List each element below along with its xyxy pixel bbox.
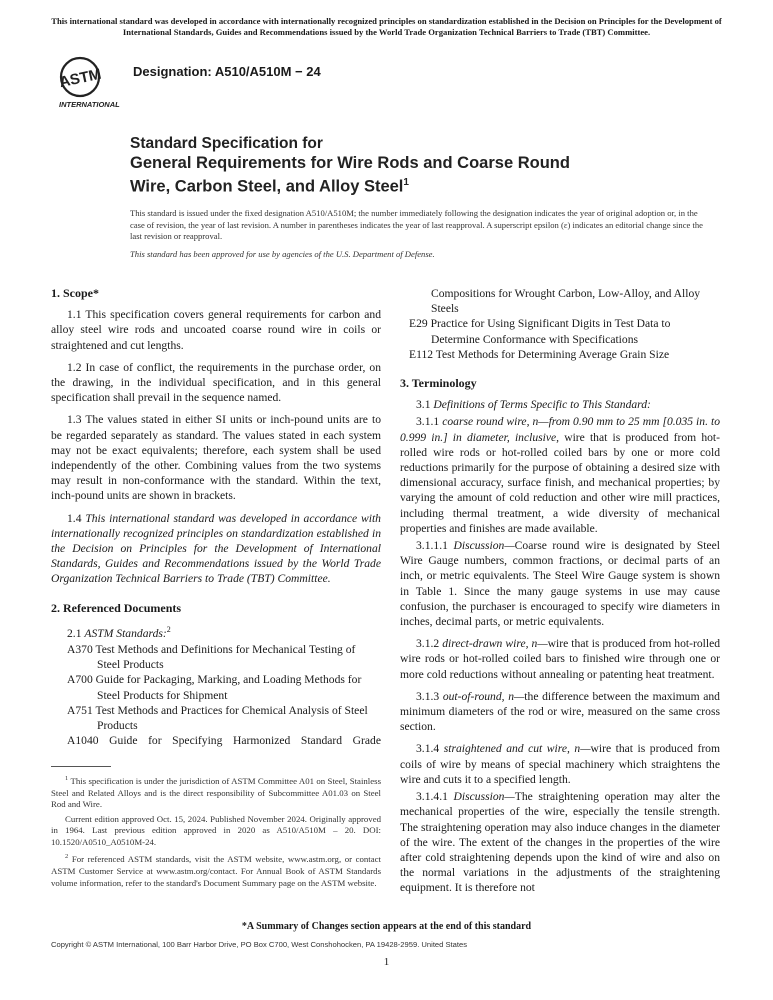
paragraph-3-1-1-1: Coarse round wire is designated by Steel Wire Gauge numbers, common fractions, or decimal parts of an inch, or metric equivalents. The Steel Wire Gauge system is shown in Table 1. Since the many gauge systems in use may cause confusion, the purchaser is encouraged to specify wire diameters in inches, decimal parts, or metric equivalents. — [400, 539, 720, 629]
title-footnote-mark: 1 — [403, 177, 409, 188]
left-column — [51, 286, 381, 748]
footnote-1: This specification is under the jurisdiction of ASTM Committee A01 on Steel, Stainless Steel and Related Alloys and is the direct responsibility of Subcommittee A01.03 on Steel Rod and Wire. — [51, 775, 381, 810]
standard-notice: This international standard was developed in accordance with internationally recognized principles on standardization established in the Decision on Principles for the Development of International Standards, Guides and Recommendations issued by the World Trade Organization Technical Barriers to Trade (TBT) Committee. — [51, 16, 722, 37]
footnotes: $^1$ This specification is under the jurisdiction of ASTM Committee A01 on Steel, Stainless Steel and Related Alloys and is the direct responsibility of Subcommittee A01.03 on Steel Rod and Wire. Current edition approved Oct. 15, 2024. Published November 2024. Originally approved in 1964. Last previous edition approved in 2020 as A510/A510M – 20. DOI: 10.1520/A0510_A0510M-24. $^2$ For referenced ASTM standards, visit the ASTM website, www.astm.org, or contact ASTM Customer Service at www.astm.org/contact. For Annual Book of ASTM Standards volume information, refer to the standard's Document Summary page on the ASTM website. — [51, 775, 381, 888]
svg-text:ASTM: ASTM — [58, 65, 103, 92]
reference-e112[interactable] — [400, 347, 720, 362]
paragraph-3-1-4-1-number: 3.1.4.1 — [416, 790, 448, 804]
discussion-label: Discussion— — [453, 539, 515, 553]
paragraph-3-1-4-1: The straightening operation may alter the mechanical properties of the wire, especially the tensile strength. The straightening operation may also induce changes in the diameter of the wire. The extent of the changes in the properties of the wire after cold straightening depends upon the kind of wire and also on the normal variations in the adjustments of the straightening equipment. It is therefore not — [400, 790, 720, 895]
ref-code: E29 — [409, 317, 428, 331]
designation: Designation: A510/A510M − 24 — [133, 64, 321, 79]
paragraph-1-2: 1.2 In case of conflict, the requirements in the purchase order, on the drawing, in the individual specification, and in this general specification shall prevail in the sequence named. — [51, 360, 381, 405]
paragraph-3-1-3-number: 3.1.3 — [416, 689, 440, 703]
astm-logo — [58, 55, 122, 111]
reference-a1040-continued: Compositions for Wrought Carbon, Low-Alloy, and Alloy Steels — [431, 287, 701, 316]
reference-a370[interactable] — [67, 642, 381, 672]
right-column — [400, 286, 720, 903]
document-title — [130, 134, 690, 197]
page-number: 1 — [383, 956, 390, 968]
section-heading-references: 2. Referenced Documents — [51, 600, 182, 615]
paragraph-3-1-1-1-number: 3.1.1.1 — [416, 539, 448, 553]
subsection-2-1-mark: 2 — [166, 624, 171, 634]
paragraph-3-1-1-number: 3.1.1 — [416, 415, 440, 429]
subsection-2-1-number: 2.1 — [67, 626, 82, 640]
ref-code: A700 — [67, 673, 93, 687]
term-out-of-round: out-of-round, n— — [442, 689, 525, 703]
paragraph-1-4: This international standard was developed in accordance with internationally recognized principles on standardization established in the Decision on Principles for the Development of International Standards, Guides and Recommendations issued by the World Trade Organization Technical Barriers to Trade (TBT) Committee. — [51, 511, 381, 586]
section-heading-scope: 1. Scope* — [51, 286, 99, 300]
paragraph-1-3: 1.3 The values stated in either SI units or inch-pound units are to be regarded separately as standard. The values stated in each system may not be exact equivalents; therefore, each system shall be used independently of the other. Combining values from the two systems may result in non-conformance with the standard. Within the text, inch-pound units are shown in brackets. — [51, 413, 381, 503]
reference-a1040[interactable]: A1040 Guide for Specifying Harmonized Standard Grade — [67, 734, 381, 748]
footnote-1-edition: Current edition approved Oct. 15, 2024. Published November 2024. Originally approved in 1964. Last previous edition approved in 2020 as A510/A510M – 20. DOI: 10.1520/A0510_A0510M-24. — [51, 813, 381, 847]
footnote-divider — [51, 766, 111, 767]
paragraph-3-1-2-number: 3.1.2 — [416, 637, 440, 651]
ref-title: Guide for Packaging, Marking, and Loading Methods for Steel Products for Shipment — [95, 673, 362, 702]
ref-title: Test Methods and Practices for Chemical Analysis of Steel Products — [95, 703, 368, 732]
copyright-line: Copyright © ASTM International, 100 Barr Harbor Drive, PO Box C700, West Conshohocken, PA 19428-2959. United States — [51, 940, 468, 949]
paragraph-3-1-4-number: 3.1.4 — [416, 742, 440, 756]
term-coarse-round-wire: coarse round wire, n—from 0.90 mm to 25 mm [0.035 in. to 0.999 in.] in diameter, inclusive, — [400, 415, 720, 444]
footnote-2: For referenced ASTM standards, visit the ASTM website, www.astm.org, or contact ASTM Customer Service at www.astm.org/contact. For Annual Book of ASTM Standards volume information, refer to the standard's Document Summary page on the ASTM website. — [51, 854, 381, 888]
paragraph-3-1-3: the difference between the maximum and minimum diameters of the rod or wire, measured on the same cross section. — [400, 689, 720, 734]
paragraph-1-1: 1.1 This specification covers general requirements for carbon and alloy steel wire rods and uncoated coarse round wire in coils or straightened and cut lengths. — [51, 308, 381, 352]
ref-title: Test Methods for Determining Average Grain Size — [435, 347, 670, 361]
term-straightened-and-cut-wire: straightened and cut wire, n— — [443, 742, 591, 756]
paragraph-3-1: Definitions of Terms Specific to This Standard: — [433, 398, 651, 412]
title-line-1: Standard Specification for — [130, 135, 323, 152]
paragraph-3-1-number: 3.1 — [416, 398, 431, 412]
ref-code: E112 — [409, 347, 434, 361]
paragraph-3-1-2: wire that is produced from hot-rolled wire rods or hot-rolled coiled bars to finished wire through one or more cold reductions without annealing or patenting heat treatment. — [400, 637, 721, 681]
dod-approval: This standard has been approved for use by agencies of the U.S. Department of Defense. — [130, 249, 435, 259]
paragraph-3-1-4: wire that is produced from coils of wire by means of special machinery which straightens the wire and cuts it to a specified length. — [400, 742, 720, 786]
subsection-2-1: ASTM Standards: — [84, 626, 167, 640]
issuance-statement: This standard is issued under the fixed designation A510/A510M; the number immediately following the designation indicates the year of original adoption or, in the case of revision, the year of last revision. A number in parentheses indicates the year of last reapproval. A superscript epsilon (ε) indicates an editorial change since the last revision or reapproval. — [130, 208, 703, 241]
paragraph-3-1-1: wire that is produced from hot-rolled wire rods or hot-rolled coiled bars by one or more cold reductions primarily for the purpose of obtaining a desired size with dimensional accuracy, surface finish, and mechanical properties; by varying the amount of cold reduction and other wire mill practices, including thermal treatment, a wide diversity of mechanical properties and finishes are made available. — [400, 430, 720, 535]
section-heading-terminology: 3. Terminology — [400, 376, 477, 391]
svg-text:INTERNATIONAL: INTERNATIONAL — [59, 100, 120, 109]
discussion-label: Discussion— — [453, 790, 515, 804]
reference-e29[interactable] — [400, 316, 720, 346]
ref-code: A1040 — [67, 734, 99, 748]
reference-a700[interactable] — [67, 672, 381, 702]
ref-code: A751 — [67, 703, 93, 717]
ref-title: Practice for Using Significant Digits in Test Data to Determine Conformance with Specifications — [430, 317, 671, 346]
ref-title: Test Methods and Definitions for Mechanical Testing of Steel Products — [95, 642, 356, 672]
title-line-2: General Requirements for Wire Rods and Coarse Round — [130, 154, 570, 172]
term-direct-drawn-wire: direct-drawn wire, n— — [442, 637, 548, 651]
summary-of-changes-note: *A Summary of Changes section appears at the end of this standard — [241, 921, 532, 932]
reference-a751[interactable] — [67, 703, 381, 733]
paragraph-1-4-number: 1.4 — [67, 511, 82, 525]
ref-code: A370 — [67, 642, 93, 656]
title-line-3: Wire, Carbon Steel, and Alloy Steel — [130, 177, 404, 196]
